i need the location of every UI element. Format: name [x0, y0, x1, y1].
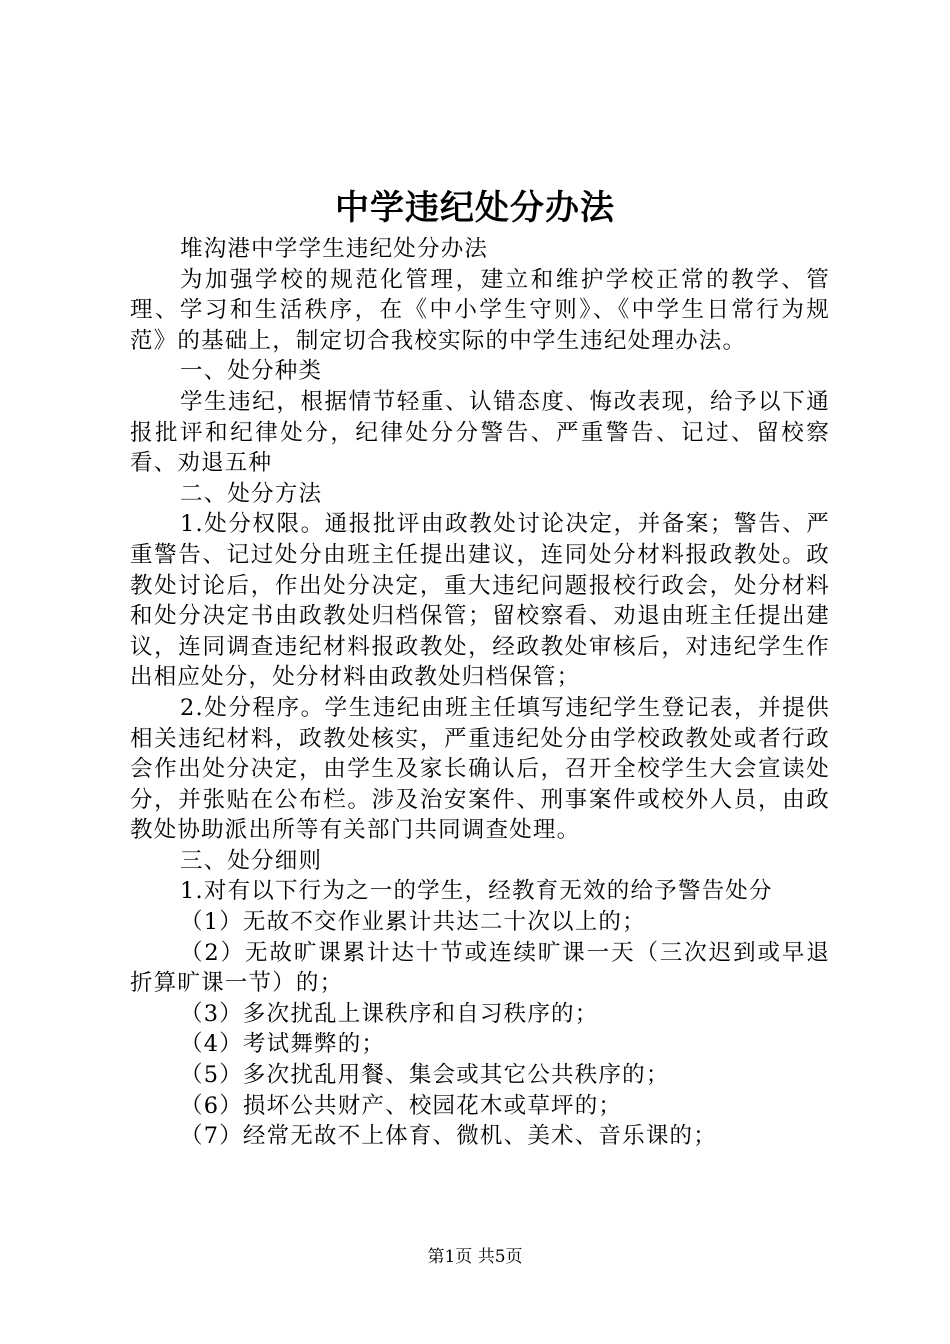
page-number-footer: 第1页 共5页 [427, 1247, 523, 1267]
document-title: 中学违纪处分办法 [335, 188, 615, 228]
list-item: （3）多次扰乱上课秩序和自习秩序的； [180, 1000, 599, 1027]
list-item: （6）损坏公共财产、校园花木或草坪的； [180, 1092, 623, 1119]
list-item: （1）无故不交作业累计共达二十次以上的； [180, 909, 646, 936]
paragraph-rule-1: 1.对有以下行为之一的学生，经教育无效的给予警告处分 [180, 878, 773, 905]
section-heading-3: 三、处分细则 [180, 847, 323, 874]
paragraph-authority: 1.处分权限。通报批评由政教处讨论决定，并备案；警告、严重警告、记过处分由班主任提出建议，连同处分材料报政教处。政教处讨论后，作出处分决定，重大违纪问题报校行政会，处分材料和处分决定书由政教处归档保管；留校察看、劝退由班主任提出建议，连同调查违纪材料报政教处，经政教处审核后，对违纪学生作出相应处分，处分材料由政教处归档保管； [130, 511, 830, 691]
paragraph-procedure: 2.处分程序。学生违纪由班主任填写违纪学生登记表，并提供相关违纪材料，政教处核实，严重违纪处分由学校政教处或者行政会作出处分决定，由学生及家长确认后，召开全校学生大会宣读处分，并张贴在公布栏。涉及治安案件、刑事案件或校外人员，由政教处协助派出所等有关部门共同调查处理。 [130, 694, 830, 844]
paragraph-intro: 为加强学校的规范化管理，建立和维护学校正常的教学、管理、学习和生活秩序，在《中小学生守则》、《中学生日常行为规范》的基础上，制定切合我校实际的中学生违纪处理办法。 [130, 266, 830, 354]
list-item: （5）多次扰乱用餐、集会或其它公共秩序的； [180, 1062, 670, 1089]
list-item: （4）考试舞弊的； [180, 1031, 386, 1058]
paragraph-punishment-types: 学生违纪，根据情节轻重、认错态度、悔改表现，给予以下通报批评和纪律处分，纪律处分分警告、严重警告、记过、留校察看、劝退五种 [130, 388, 830, 477]
section-heading-2: 二、处分方法 [180, 480, 323, 507]
document-body [130, 234, 830, 1152]
list-item: （2）无故旷课累计达十节或连续旷课一天（三次迟到或早退折算旷课一节）的； [130, 939, 830, 997]
paragraph-subtitle: 堆沟港中学学生违纪处分办法 [180, 236, 489, 262]
section-heading-1: 一、处分种类 [180, 358, 323, 385]
list-item: （7）经常无故不上体育、微机、美术、音乐课的； [180, 1123, 717, 1150]
